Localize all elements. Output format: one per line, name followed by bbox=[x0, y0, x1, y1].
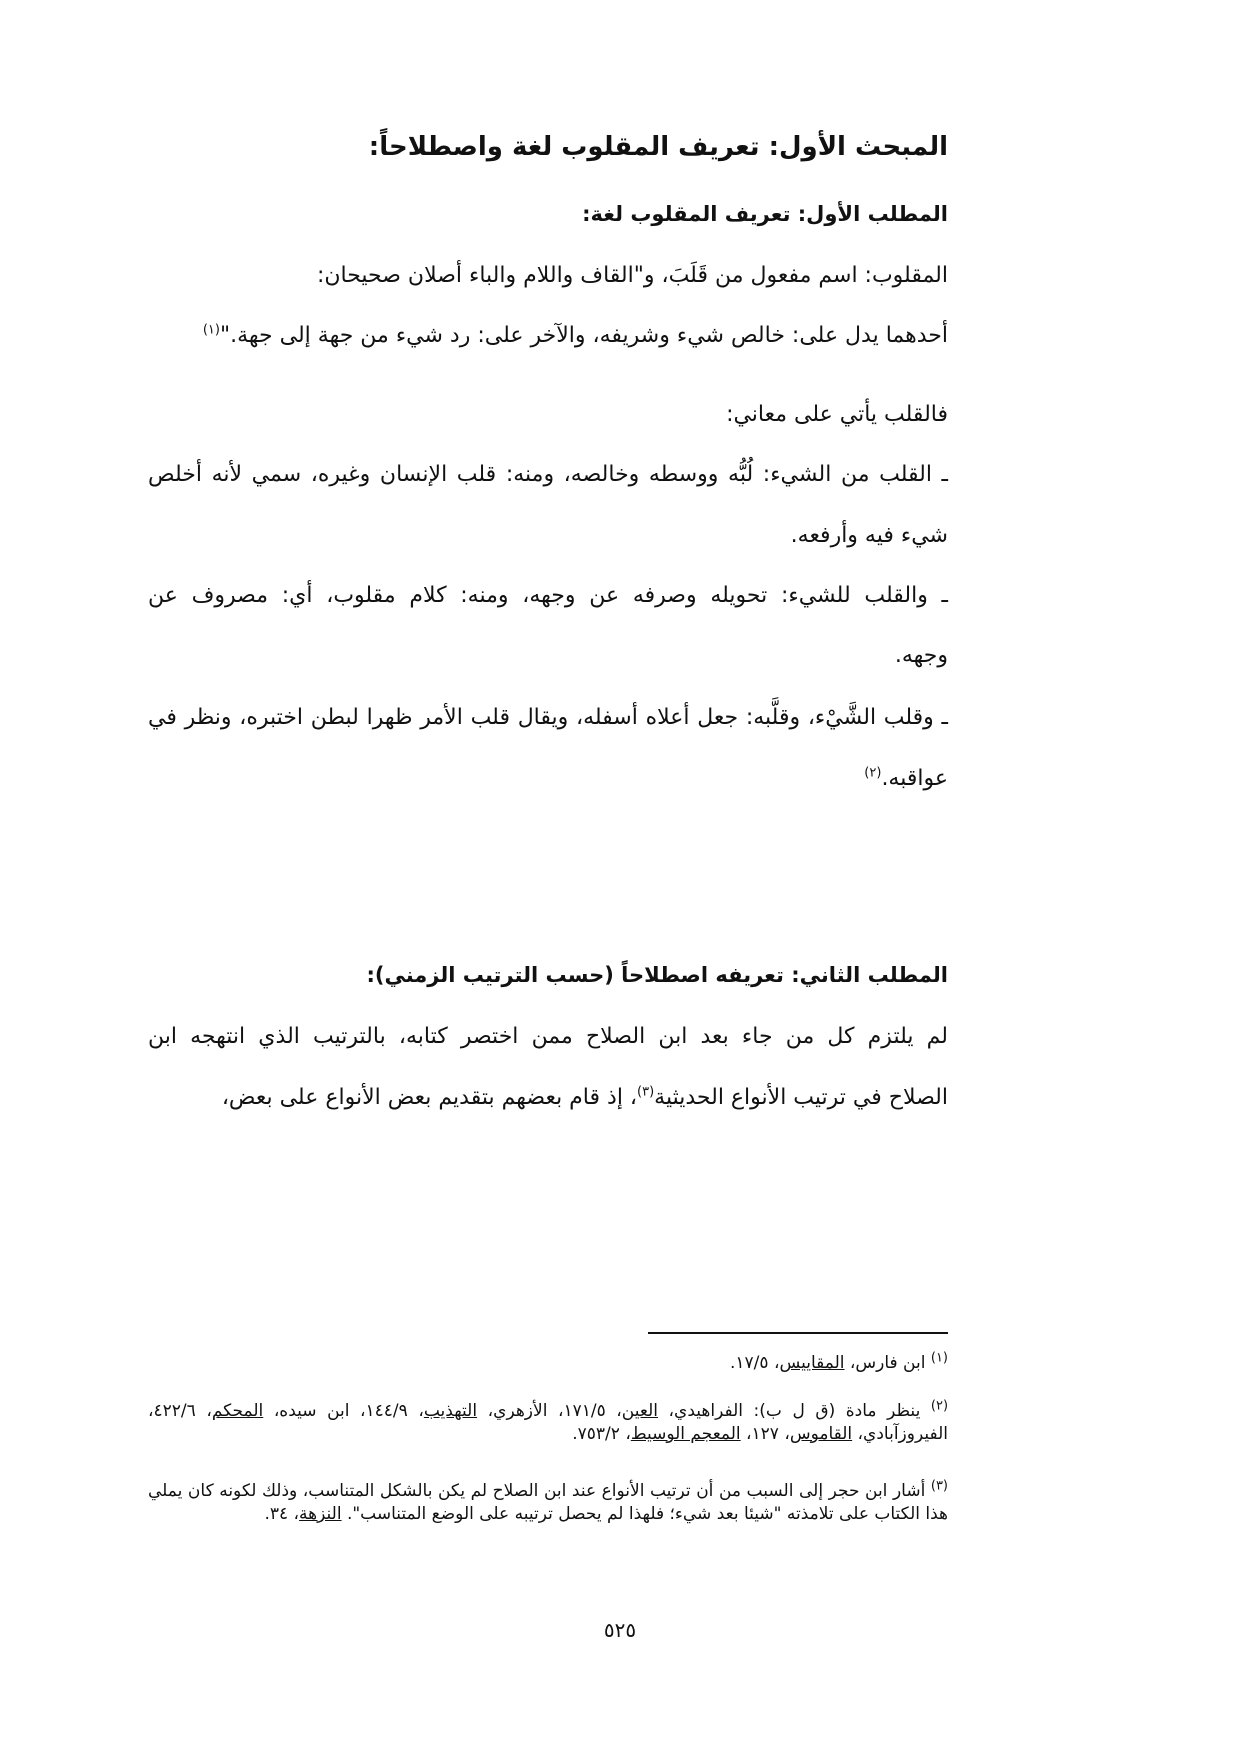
footnote-ref-1: (١) bbox=[202, 322, 220, 338]
footnote-number: (٢) bbox=[930, 1398, 949, 1414]
footnote-text: أشار ابن حجر إلى السبب من أن ترتيب الأنواع عند ابن الصلاح لم يكن بالشكل المتناسب، وذلك لكونه كان يملي هذا الكتاب على تلامذته "شيئا بعد شيء؛ فلهذا لم يحصل ترتيبه على الوضع المتناسب". bbox=[148, 1481, 948, 1524]
source-title: العين bbox=[621, 1401, 658, 1421]
chapter-heading: المبحث الأول: تعريف المقلوب لغة واصطلاحاً: bbox=[368, 132, 948, 162]
footnote-text: ، ٣٤. bbox=[264, 1504, 300, 1524]
source-title: التهذيب bbox=[423, 1401, 478, 1421]
paragraph-line-1: لم يلتزم كل من جاء بعد ابن الصلاح ممن اختصر كتابه، بالترتيب الذي انتهجه ابن bbox=[148, 1024, 948, 1049]
source-title: المعجم الوسيط bbox=[630, 1424, 741, 1444]
paragraph-line-2 bbox=[148, 1085, 948, 1110]
text-span: عواقبه. bbox=[881, 766, 948, 791]
page-number: ٥٢٥ bbox=[603, 1618, 637, 1642]
footnote-divider bbox=[648, 1332, 948, 1334]
footnote-number: (١) bbox=[930, 1350, 948, 1366]
footnote-ref-3: (٣) bbox=[637, 1084, 655, 1100]
meaning-item-3-line-1: ـ وقلب الشَّيْء، وقلَّبه: جعل أعلاه أسفله، ويقال قلب الأمر ظهرا لبطن اختبره، ونظر في bbox=[148, 705, 948, 730]
footnote-text: ، ١٧١/٥، الأزهري، bbox=[477, 1401, 622, 1421]
footnote-ref-2: (٢) bbox=[864, 765, 882, 781]
footnote-text: ، ٧٥٣/٢. bbox=[572, 1424, 631, 1444]
footnote-text: ، ٤٢٢/٦، الفيروزآبادي، bbox=[148, 1401, 948, 1444]
footnote-text: ، ١٢٧، bbox=[740, 1424, 790, 1444]
footnote-1 bbox=[148, 1352, 948, 1375]
text-line-meanings-root bbox=[148, 323, 948, 348]
footnote-text: ابن فارس، bbox=[844, 1353, 931, 1373]
section-heading-technical: المطلب الثاني: تعريفه اصطلاحاً (حسب الترتيب الزمني): bbox=[366, 963, 948, 987]
text-line-definition: المقلوب: اسم مفعول من قَلَبَ، و"القاف واللام والباء أصلان صحيحان: bbox=[316, 263, 948, 288]
meaning-item-3-line-2 bbox=[148, 766, 948, 791]
source-title: المقاييس bbox=[779, 1353, 845, 1373]
footnote-text: ، ١٧/٥. bbox=[730, 1353, 780, 1373]
meaning-item-2-line-2: وجهه. bbox=[894, 643, 948, 668]
text-line-meanings-intro: فالقلب يأتي على معاني: bbox=[726, 402, 948, 427]
text-span: ، إذ قام بعضهم بتقديم بعض الأنواع على بعض، bbox=[221, 1085, 638, 1110]
section-heading-linguistic: المطلب الأول: تعريف المقلوب لغة: bbox=[582, 202, 948, 226]
footnote-3 bbox=[148, 1480, 948, 1526]
text-span: أحدهما يدل على: خالص شيء وشريفه، والآخر على: رد شيء من جهة إلى جهة." bbox=[219, 323, 948, 348]
source-title: المحكم bbox=[211, 1401, 264, 1421]
footnote-text: ينظر مادة (ق ل ب): الفراهيدي، bbox=[657, 1401, 931, 1421]
footnote-2 bbox=[148, 1400, 948, 1446]
meaning-item-1-line-1: ـ القلب من الشيء: لُبُّه ووسطه وخالصه، ومنه: قلب الإنسان وغيره، سمي لأنه أخلص bbox=[148, 462, 948, 487]
footnote-text: ، ١٤٤/٩، ابن سيده، bbox=[263, 1401, 424, 1421]
text-span: الصلاح في ترتيب الأنواع الحديثية bbox=[654, 1085, 948, 1110]
source-title: القاموس bbox=[789, 1424, 853, 1444]
meaning-item-1-line-2: شيء فيه وأرفعه. bbox=[790, 523, 948, 548]
meaning-item-2-line-1: ـ والقلب للشيء: تحويله وصرفه عن وجهه، ومنه: كلام مقلوب، أي: مصروف عن bbox=[148, 583, 948, 608]
footnote-number: (٣) bbox=[930, 1478, 948, 1494]
source-title: النزهة bbox=[299, 1504, 342, 1524]
